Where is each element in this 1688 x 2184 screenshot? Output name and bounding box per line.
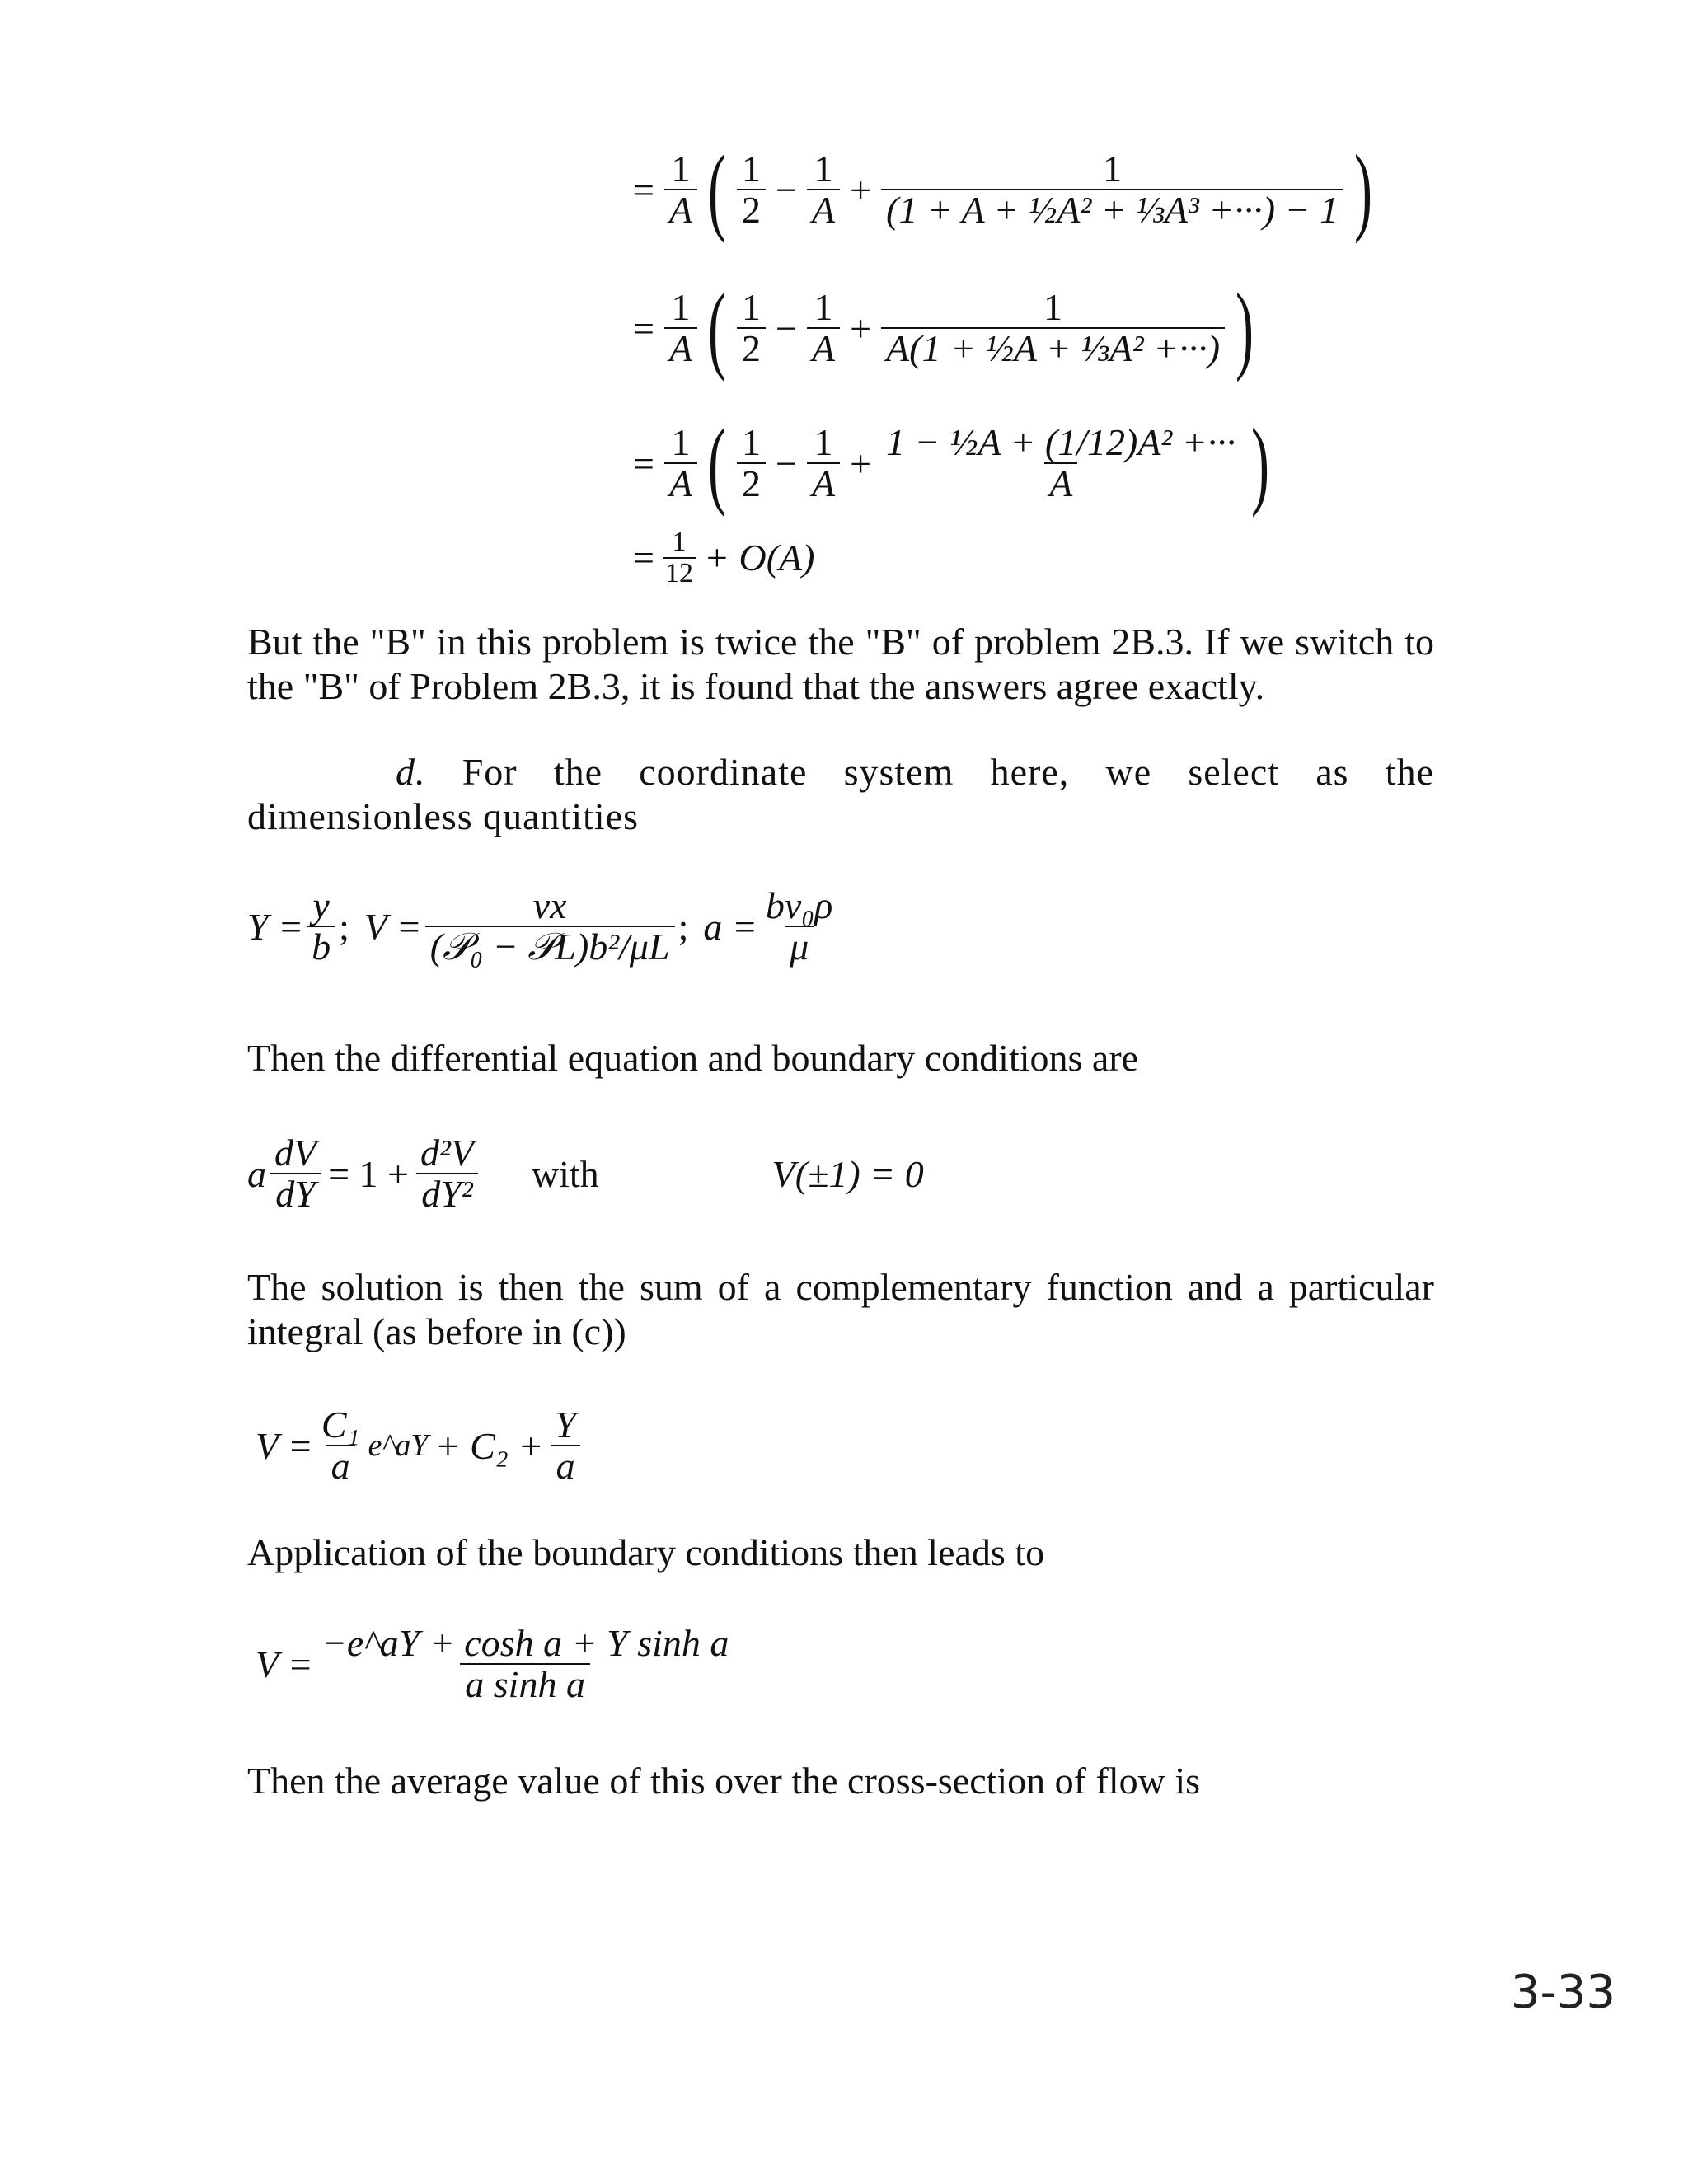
denominator: dY² xyxy=(416,1173,477,1214)
fraction xyxy=(316,1405,365,1487)
numerator: 1 xyxy=(742,147,762,190)
denominator: μ xyxy=(785,926,814,967)
denominator: A xyxy=(664,462,697,504)
fraction xyxy=(807,285,840,369)
fraction xyxy=(316,1624,734,1705)
with-label: with xyxy=(531,1152,599,1195)
denominator: A xyxy=(664,327,697,368)
fraction xyxy=(807,420,840,504)
plus-sign: + xyxy=(850,307,872,349)
part-label: d. xyxy=(396,751,426,793)
numerator: vx xyxy=(532,884,567,926)
fraction xyxy=(664,285,697,369)
equals-sign: = xyxy=(633,168,654,211)
fraction xyxy=(881,285,1225,369)
big-o-term: + O(A) xyxy=(703,537,815,579)
equation-line-1 xyxy=(626,134,1380,244)
equation-general-solution xyxy=(256,1405,584,1487)
numerator: bv₀ρ xyxy=(765,884,833,926)
fraction xyxy=(737,420,766,504)
numerator: 1 xyxy=(1103,147,1123,190)
v-lhs: V = xyxy=(256,1424,313,1467)
numerator: 1 xyxy=(671,147,691,190)
denominator: a xyxy=(551,1445,580,1486)
right-paren: ) xyxy=(1354,134,1373,244)
paragraph-average-value: Then the average value of this over the cross-section of flow is xyxy=(247,1760,1200,1802)
plus-sign: + xyxy=(850,168,872,211)
denominator: A xyxy=(807,462,840,504)
equation-line-4 xyxy=(626,527,821,588)
separator: ; xyxy=(678,905,689,948)
a-lhs: a = xyxy=(703,905,757,948)
denominator: dY xyxy=(270,1173,321,1214)
numerator: 1 xyxy=(814,285,833,328)
equals-sign: = xyxy=(633,442,654,485)
denominator: a sinh a xyxy=(460,1663,590,1704)
v-lhs: V = xyxy=(256,1643,313,1685)
fraction xyxy=(737,149,766,231)
numerator: −e^aY + cosh a + Y sinh a xyxy=(321,1622,729,1664)
fraction xyxy=(664,149,697,231)
fraction xyxy=(663,527,696,588)
paragraph-text: For the coordinate system here, we select as the dimensionless quantities xyxy=(247,751,1434,837)
denominator: 2 xyxy=(737,189,766,230)
left-paren: ( xyxy=(708,408,727,518)
exponential: e^aY xyxy=(368,1428,429,1464)
fraction xyxy=(737,285,766,369)
denominator: (1 + A + ½A² + ⅓A³ +···) − 1 xyxy=(881,189,1343,230)
fraction xyxy=(807,149,840,231)
denominator: 2 xyxy=(737,327,766,368)
coefficient-a: a xyxy=(247,1152,266,1195)
equation-dimensionless xyxy=(247,886,841,968)
right-paren: ) xyxy=(1251,408,1270,518)
numerator: d²V xyxy=(420,1132,474,1174)
v-lhs: V = xyxy=(363,905,422,948)
numerator: dV xyxy=(274,1132,317,1174)
numerator: 1 xyxy=(814,420,833,463)
left-paren: ( xyxy=(708,273,727,382)
equals-sign: = xyxy=(633,537,654,579)
y-lhs: Y = xyxy=(247,905,304,948)
plus-sign: + xyxy=(850,442,872,485)
constant-terms: + C₂ + xyxy=(434,1424,544,1467)
equation-particular-solution xyxy=(256,1624,737,1705)
fraction xyxy=(881,420,1240,504)
numerator: 1 xyxy=(672,527,687,557)
denominator: a xyxy=(326,1445,355,1486)
paragraph-boundary-application: Application of the boundary conditions then leads to xyxy=(247,1531,1045,1573)
denominator: A xyxy=(807,327,840,368)
denominator: b xyxy=(307,926,335,967)
numerator: 1 xyxy=(671,420,691,463)
equation-ode xyxy=(247,1133,924,1215)
numerator: Y xyxy=(555,1404,576,1446)
denominator: A xyxy=(664,189,697,230)
denominator: 12 xyxy=(663,557,696,588)
fraction xyxy=(307,886,335,968)
minus-sign: − xyxy=(776,168,797,211)
boundary-condition: V(±1) = 0 xyxy=(771,1152,924,1195)
denominator: A xyxy=(1044,462,1077,504)
right-paren: ) xyxy=(1236,273,1254,382)
page-number: 3-33 xyxy=(1510,1966,1615,2019)
minus-sign: − xyxy=(776,442,797,485)
numerator: 1 xyxy=(742,285,762,328)
paragraph-twice-b: But the "B" in this problem is twice the "B" of problem 2B.3. If we switch to the "B" of Problem 2B.3, it is found that the answers agree exactly. xyxy=(247,621,1434,707)
numerator: 1 xyxy=(814,147,833,190)
fraction xyxy=(425,886,675,968)
denominator: (𝒫₀ − 𝒫L)b²/μL xyxy=(425,926,675,967)
paragraph-differential-equation: Then the differential equation and boundary conditions are xyxy=(247,1037,1139,1079)
fraction xyxy=(664,420,697,504)
numerator: 1 xyxy=(1043,285,1063,328)
numerator: 1 xyxy=(742,420,762,463)
equals-sign: = xyxy=(633,307,654,349)
fraction xyxy=(761,886,838,968)
numerator: C₁ xyxy=(321,1404,360,1446)
numerator: 1 xyxy=(671,285,691,328)
equals-one-plus: = 1 + xyxy=(328,1152,409,1195)
numerator: y xyxy=(312,884,330,926)
left-paren: ( xyxy=(708,134,727,244)
denominator: 2 xyxy=(737,462,766,504)
equation-line-2 xyxy=(626,273,1261,382)
paragraph-solution: The solution is then the sum of a complementary function and a particular integral (as before in (c)) xyxy=(247,1266,1434,1352)
minus-sign: − xyxy=(776,307,797,349)
fraction xyxy=(550,1405,581,1487)
denominator: A xyxy=(807,189,840,230)
numerator: 1 − ½A + (1/12)A² +··· xyxy=(886,420,1236,463)
fraction xyxy=(270,1133,321,1215)
paragraph-part-d xyxy=(247,750,1434,839)
equation-line-3 xyxy=(626,408,1277,518)
separator: ; xyxy=(339,905,349,948)
fraction xyxy=(881,149,1343,231)
fraction xyxy=(415,1133,479,1215)
denominator: A(1 + ½A + ⅓A² +···) xyxy=(881,327,1225,368)
